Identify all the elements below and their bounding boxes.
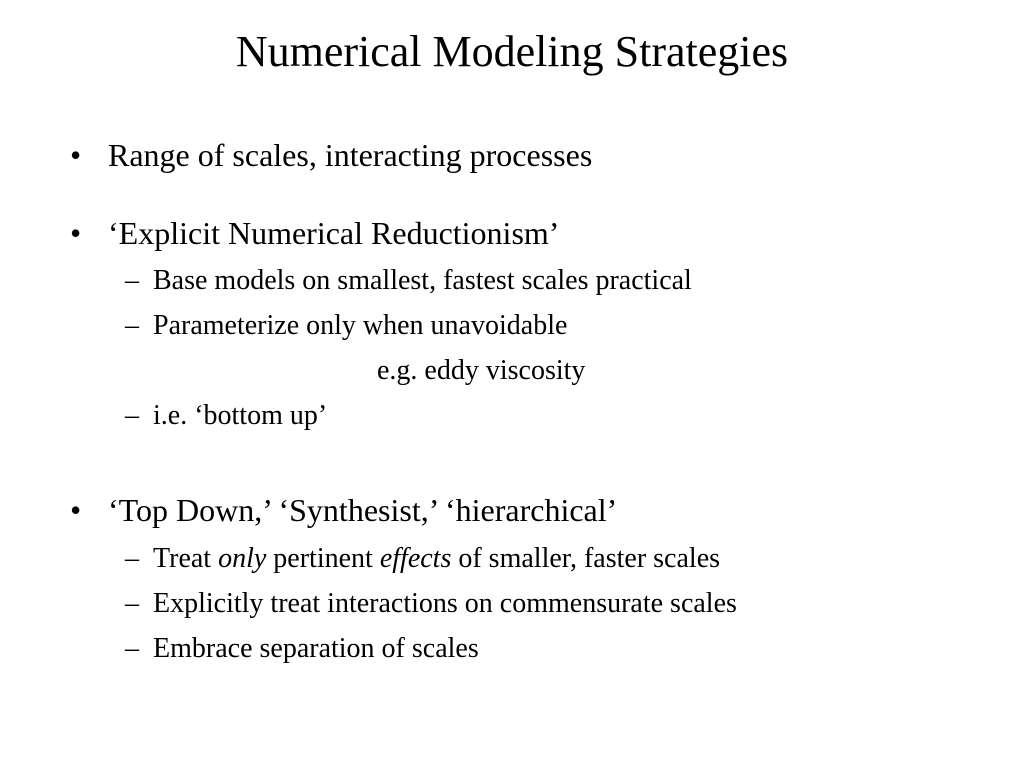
- text-segment: of smaller, faster scales: [451, 543, 721, 574]
- bullet-marker: •: [70, 492, 82, 528]
- bullet-item: [70, 213, 559, 253]
- sub-bullet-marker: –: [125, 265, 139, 296]
- sub-bullet-item: [125, 586, 737, 622]
- sub-bullet-item: [125, 263, 692, 299]
- emphasis-text: effects: [379, 543, 452, 574]
- bullet-text: ‘Explicit Numerical Reductionism’: [108, 215, 560, 251]
- bullet-text: ‘Top Down,’ ‘Synthesist,’ ‘hierarchical’: [108, 492, 618, 528]
- text-segment: pertinent: [266, 543, 380, 574]
- bullet-marker: •: [70, 215, 82, 251]
- sub-bullet-text: Base models on smallest, fastest scales practical: [153, 265, 692, 296]
- sub-bullet-text: [153, 543, 720, 574]
- sub-bullet-item: [125, 541, 720, 577]
- slide-title: Numerical Modeling Strategies: [235, 27, 789, 76]
- bullet-marker: •: [70, 137, 82, 173]
- bullet-item: [70, 490, 617, 530]
- text-segment: Treat: [153, 543, 219, 574]
- bullet-text: Range of scales, interacting processes: [108, 137, 593, 173]
- sub-bullet-marker: –: [125, 543, 139, 574]
- emphasis-text: only: [218, 543, 267, 574]
- sub-bullet-marker: –: [125, 400, 139, 431]
- sub-bullet-marker: –: [125, 633, 139, 664]
- sub-bullet-text: Parameterize only when unavoidable: [153, 310, 568, 341]
- sub-bullet-text: Explicitly treat interactions on commensurate scales: [153, 588, 737, 619]
- sub-bullet-marker: –: [125, 310, 139, 341]
- sub-bullet-text: Embrace separation of scales: [153, 633, 479, 664]
- sub-bullet-item: [125, 631, 479, 667]
- example-text: e.g. eddy viscosity: [377, 355, 586, 386]
- sub-bullet-item: [125, 308, 567, 344]
- sub-bullet-text: i.e. ‘bottom up’: [153, 400, 328, 431]
- bullet-item: [70, 135, 592, 175]
- sub-bullet-marker: –: [125, 588, 139, 619]
- sub-bullet-item: [125, 398, 327, 434]
